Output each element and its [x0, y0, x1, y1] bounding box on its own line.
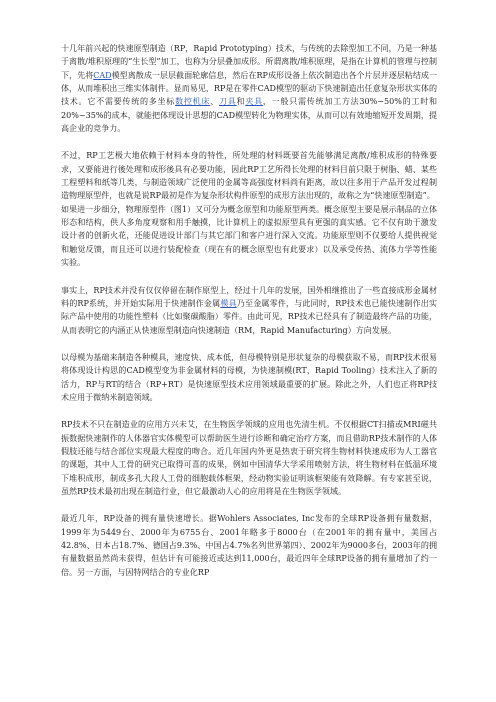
inline-link[interactable]: 夹具 [245, 97, 263, 107]
paragraph-7 [61, 512, 437, 579]
paragraph-text: 最近几年，RP设备的拥有量快速增长。据Wohlers Associates, Inc发布的全球RP设备拥有量数据，1999年为5449台、2000年为6755台、2001年略多于8000台（在2001年的拥有量中，美国占42.8%、日本占18.7%、德国占9.3%、中国占4.7%名列世界第四）、2002年为9000多台，2003年的拥有量数据虽然尚未获得，但估计有可能接近或达到11,000台，最近四年全球RP设备的拥有量增加了约一倍。另一方面，与因特网结合的专业化RP [61, 514, 437, 577]
paragraph-4 [61, 284, 437, 337]
paragraph-text: 如果进一步细分，物理原型件（图1）又可分为概念原型和功能原型两类。概念原型主要是展示制品的立体形态和结构，供人多角度观察和用手触摸，比计算机上的虚拟原型具有更强的真实感。它不仅有助于激发设计者的创新火花，还能促进设计部门与其它部门和客户进行深入交流。功能原型则不仅要给人提供视觉和触觉反馈，而且还可以进行装配检查（现在有的概念原型也有此要求）以及承受传热、流体力学等性能实验。 [61, 204, 437, 268]
paragraph-5 [61, 351, 437, 404]
paragraph-6 [61, 418, 437, 498]
paragraph-2 [61, 149, 437, 202]
inline-link[interactable]: 刀具 [218, 97, 237, 107]
article-body [61, 42, 437, 593]
paragraph-1 [61, 42, 437, 135]
inline-link[interactable]: 数控机床 [175, 97, 211, 107]
paragraph-text: RP技术不只在制造业的应用方兴未艾，在生物医学领域的应用也先清生机。不仅根据CT扫描或MRI磁共振数据快速制作的人体器官实体模型可以帮助医生进行诊断和确定治疗方案，而且借助RP技术制作的人体假肢还能与结合部位实现最大程度的吻合。近几年国内外更是热衷于研究将生物材料快速成形为人工器官的课题，其中人工骨的研究已取得可喜的成果，例如中国清华大学采用喷射方法，将生物材料在低温环境下堆积成形，制成多孔大段人工骨的细胞载体框架，经动物实验证明该框架能有效降解。有专家甚至说，虽然RP技术最初出现在制造行业，但它最激动人心的应用将是在生物医学领域。 [61, 420, 437, 496]
paragraph-text: 十几年前兴起的快速原型制造（RP，Rapid Prototyping）技术，与传统的去除型加工不同，乃是一种基于离散/堆积原理的“生长型”加工，也称为分层叠加成形。所谓离散/堆积原理，是指在计算机的管理与控制下，先将 [61, 44, 437, 80]
paragraph-text: 乃至金属零件，与此同时，RP技术也已能快速制作出实际产品中使用的功能性塑料（比如聚碳酸脂）零件。由此可见，RP技术已经具有了制造最终产品的功能，从而表明它的内涵正从快速原型制造向快速制造（RM，Rapid Manufacturing）方向发展。 [61, 298, 437, 335]
paragraph-text: 模型离散成一层层截面轮廓信息，然后在RP成形设备上依次制造出各个片层并逐层粘结成一体，从而堆积出三维实体制件。显而易见，RP是在零件CAD模型的驱动下快速制造出任意复杂形状实体的技术。它不需要传统的多坐标 [61, 70, 437, 107]
paragraph-text: 、 [210, 97, 219, 107]
paragraph-text: 和 [236, 97, 246, 107]
paragraph-text: 不过，RP工艺极大地依赖于材料本身的特性，所处理的材料既要首先能够满足离散/堆积成形的特殊要求，又要能进行後处理和成形後具有必要功能，因此RP工艺所得长处理的材料目前只限于树脂、蜡、某些工程塑料和纸等几类，与制造领域广泛使用的金属等高强度材料尚有距离，故以往多用于产品开发过程制造物理原型件，也就是说RP最初是作为复杂形状构件原型的成形方法出现的，故称之为“快速原型制造”。 [61, 151, 437, 201]
paragraph-3 [61, 203, 437, 270]
inline-link[interactable]: 模具 [220, 298, 237, 308]
paragraph-text: 以母模为基础来制造各种模具，速度快、成本低，但母模特别是形状复杂的母模获取不易，而RP技术很易将体现设计构思的CAD模型变为非金属材料的母模，为快速制模(RT，Rapid Tooling）技术注入了新的活力，RP与RT的结合（RP+RT）是快速原型技术应用领域最重要的扩展。除此之外，人们也正将RP技术应用于微纳米制造领域。 [61, 352, 437, 402]
inline-link[interactable]: CAD [93, 70, 112, 80]
paragraph-text: 事实上，RP技术并没有仅仅停留在制作原型上，经过十几年的发展，国外相继推出了一些直接成形金属材料的RP系统，并开始实际用于快速制作金属 [61, 285, 437, 308]
paragraph-text: ，一般只需传统加工方法30%~50%的工时和20%~35%的成本，就能把体现设计思想的CAD模型转化为物理实体，从而可以有效地缩短开发周期，提高企业的竞争力。 [61, 97, 438, 134]
